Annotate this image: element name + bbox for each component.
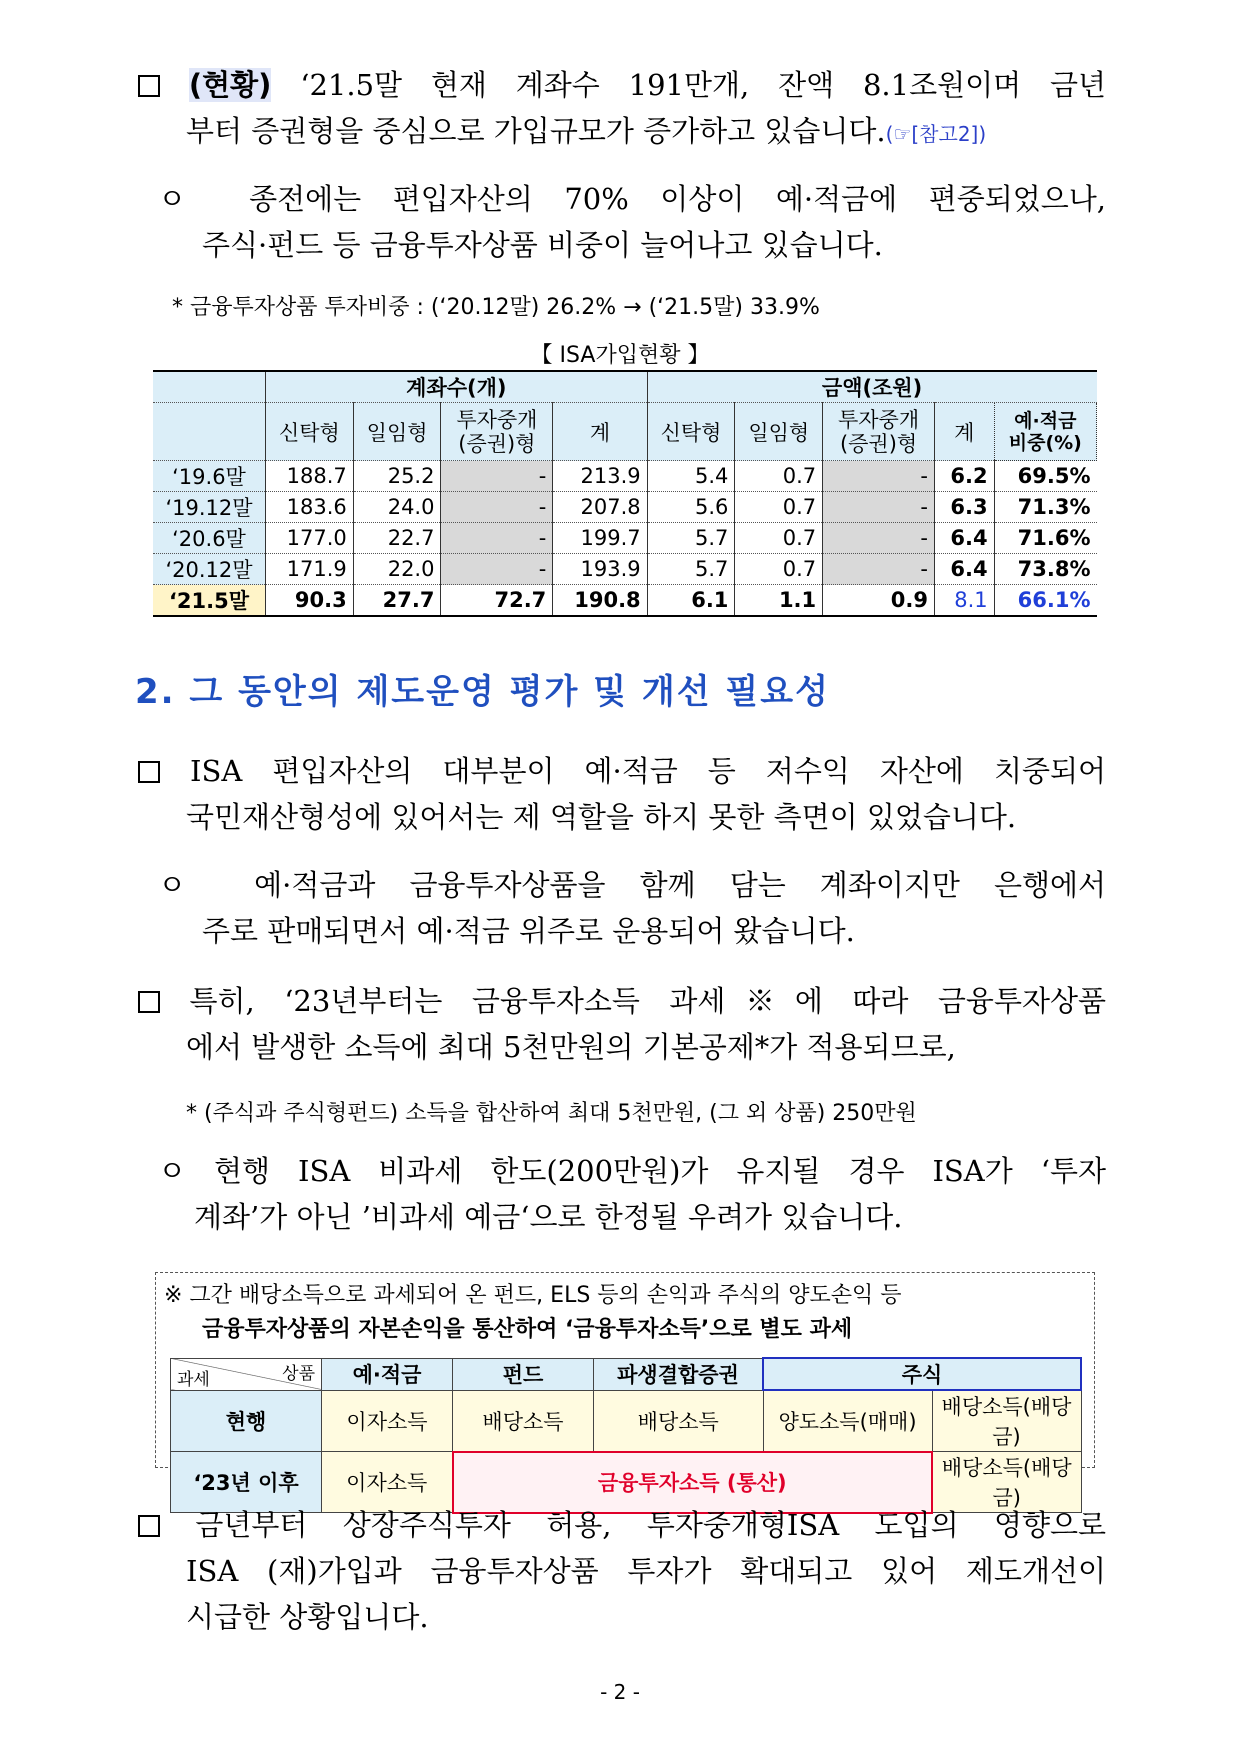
table-row: ‘23년 이후 이자소득 금융투자소득 (통산) 배당소득(배당금) (171, 1452, 1082, 1513)
table-row: 현행 이자소득 배당소득 배당소득 양도소득(매매) 배당소득(배당금) (171, 1390, 1082, 1452)
evaluation-sub-line2: 주로 판매되면서 예·적금 위주로 운용되어 왔습니다. (202, 914, 855, 948)
col-header: 투자중개 (증권)형 (823, 403, 935, 461)
group-amount: 금액(조원) (647, 371, 1096, 403)
table-row: ‘19.12말 183.6 24.0 - 207.8 5.6 0.7 - 6.3 71.3% (153, 492, 1097, 523)
status-line2: 부터 증권형을 중심으로 가입규모가 증가하고 있습니다. (186, 114, 886, 148)
footnote-investment-share: * 금융투자상품 투자비중 : (‘20.12말) 26.2% → (‘21.5말) 33.9% (172, 295, 820, 320)
col-header: 신탁형 (647, 403, 735, 461)
urgency-line2: ISA (재)가입과 금융투자상품 투자가 확대되고 있어 제도개선이 (186, 1554, 1106, 1588)
evaluation-sub-line1: 예·적금과 금융투자상품을 함께 담는 계좌이지만 은행에서 (254, 868, 1106, 902)
footnote-deduction: * (주식과 주식형펀드) 소득을 합산하여 최대 5천만원, (그 외 상품) 250만원 (186, 1101, 917, 1126)
tax-info-box (155, 1272, 1095, 1510)
status-sub-line2: 주식·펀드 등 금융투자상품 비중이 늘어나고 있습니다. (202, 228, 883, 262)
col-header: 파생결합증권 (594, 1358, 764, 1390)
table-row: ‘20.6말 177.0 22.7 - 199.7 5.7 0.7 - 6.4 71.6% (153, 523, 1097, 554)
circle-bullet-icon: ㅇ (158, 868, 187, 902)
col-header: 예·적금 비중(%) (994, 403, 1096, 461)
col-header: 계 (553, 403, 647, 461)
box-line2: 금융투자상품의 자본손익을 통산하여 ‘금융투자소득’으로 별도 과세 (202, 1317, 853, 1342)
square-bullet-icon (138, 991, 160, 1013)
col-header: 신탁형 (266, 403, 354, 461)
tax-paragraph (138, 978, 1106, 1070)
status-paragraph (138, 62, 1106, 157)
circle-bullet-icon: ㅇ (158, 182, 187, 216)
col-header: 일임형 (353, 403, 441, 461)
col-header: 예·적금 (322, 1358, 453, 1390)
col-header: 투자중개 (증권)형 (441, 403, 553, 461)
tax-line1: 특히, ‘23년부터는 금융투자소득 과세※에 따라 금융투자상품 (189, 984, 1107, 1018)
col-header: 주식 (763, 1358, 1081, 1390)
col-header: 계 (934, 403, 994, 461)
income-category-table (170, 1357, 1082, 1514)
status-tag: (현황) (188, 68, 272, 102)
evaluation-sub-paragraph (158, 862, 1106, 954)
tax-line2: 에서 발생한 소득에 최대 5천만원의 기본공제*가 적용되므로, (186, 1030, 956, 1064)
tax-sub-line2: 계좌’가 아닌 ’비과세 예금‘으로 한정될 우려가 있습니다. (194, 1200, 903, 1234)
table-row: ‘21.5말 90.3 27.7 72.7 190.8 6.1 1.1 0.9 8.1 66.1% (153, 585, 1097, 617)
square-bullet-icon (138, 75, 160, 97)
group-accounts: 계좌수(개) (266, 371, 648, 403)
tax-sub-line1: 현행 ISA 비과세 한도(200만원)가 유지될 경우 ISA가 ‘투자 (214, 1154, 1106, 1188)
section-heading: 2. 그 동안의 제도운영 평가 및 개선 필요성 (135, 672, 830, 712)
page-number: - 2 - (600, 1680, 640, 1704)
table-row: ‘20.12말 171.9 22.0 - 193.9 5.7 0.7 - 6.4 73.8% (153, 554, 1097, 585)
col-header: 일임형 (735, 403, 823, 461)
circle-bullet-icon: ㅇ (158, 1154, 187, 1188)
status-sub-line1: 종전에는 편입자산의 70% 이상이 예·적금에 편중되었으나, (249, 182, 1107, 216)
corner-cell: 상품 과세 (171, 1358, 322, 1390)
urgency-line1: 금년부터 상장주식투자 허용, 투자중개형ISA 도입의 영향으로 (195, 1508, 1107, 1542)
urgency-line3: 시급한 상황입니다. (186, 1600, 429, 1634)
evaluation-line1: ISA 편입자산의 대부분이 예·적금 등 저수익 자산에 치중되어 (190, 754, 1106, 788)
status-line1: ‘21.5말 현재 계좌수 191만개, 잔액 8.1조원이며 금년 (300, 68, 1106, 102)
reference-link[interactable]: (☞[참고2]) (885, 122, 987, 146)
square-bullet-icon (138, 761, 160, 783)
evaluation-line2: 국민재산형성에 있어서는 제 역할을 하지 못한 측면이 있었습니다. (186, 800, 1017, 834)
table-title: 【 ISA가입현황 】 (530, 343, 710, 368)
evaluation-paragraph (138, 748, 1106, 840)
urgency-paragraph (138, 1502, 1106, 1640)
box-line1: ※ 그간 배당소득으로 과세되어 온 펀드, ELS 등의 손익과 주식의 양도손익 등 (164, 1283, 902, 1308)
status-sub-paragraph (158, 176, 1106, 268)
square-bullet-icon (138, 1515, 160, 1537)
col-header: 펀드 (453, 1358, 594, 1390)
isa-subscription-table (153, 370, 1097, 617)
tax-sub-paragraph (158, 1148, 1106, 1240)
table-row: ‘19.6말 188.7 25.2 - 213.9 5.4 0.7 - 6.2 69.5% (153, 461, 1097, 492)
